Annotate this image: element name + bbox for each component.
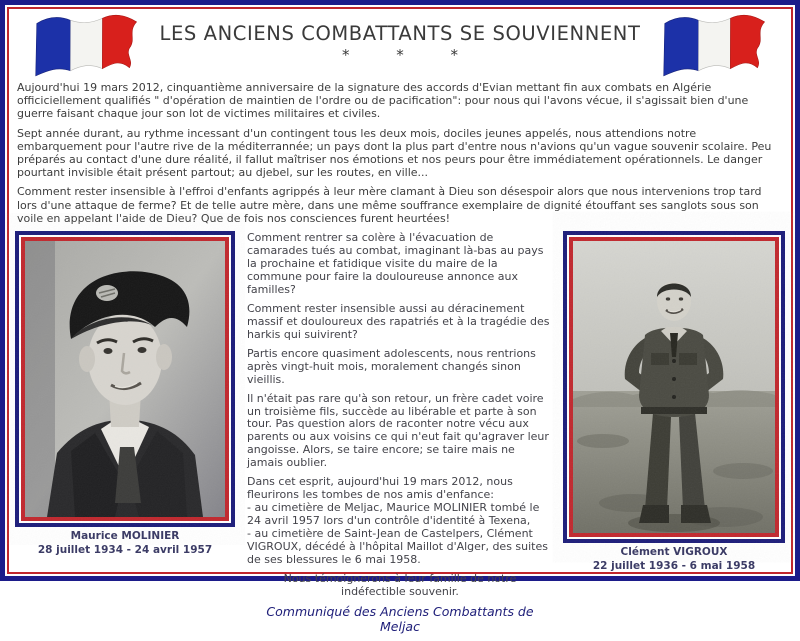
stars-separator: * * * bbox=[341, 46, 459, 64]
column-paragraph: Comment rentrer sa colère à l'évacuation de camarades tués au combat, imaginant là-bas au pays la prochaine et fatidique visite du maire de la commune pour faire la douloureuse annonce aux familles? bbox=[247, 230, 544, 296]
intro-paragraph: Sept année durant, au rythme incessant d'un contingent tous les deux mois, dociles jeunes appelés, nous attendions notre embarquement pour l'autre rive de la méditerrannée; un pays dont la plus part d'entre nous n'avions qu'un vague souvenir scolaire. Peu préparés au contact d'une dure réalité, il fallut maîtriser nos émotions et nos peurs pour être immédiatement opérationnels. Le danger pourtant invisible était présent partout; au djebel, sur les routes, en ville... bbox=[17, 126, 772, 180]
closing-statement: Nous témoignerons à leur famille de notre indéfectible souvenir. bbox=[283, 572, 517, 599]
photo-caption bbox=[15, 530, 235, 557]
photo-inner-frame bbox=[569, 237, 779, 537]
french-flag-icon bbox=[27, 14, 145, 76]
person-name: Clément VIGROUX bbox=[620, 545, 728, 558]
column-paragraph: Partis encore quasiment adolescents, nous rentrions après vingt-huit mois, moralement changés sinon vieillis. bbox=[247, 346, 536, 386]
column-paragraph: Il n'était pas rare qu'à son retour, un frère cadet voire un troisième fils, succède au libérable et parte à son tour. Pas question alors de raconter notre vécu aux parents ou aux voisins ce qui n'eut fait qu'agraver leur angoisse. Alors, se taire encore; se taire mais ne jamais oublier. bbox=[247, 391, 549, 470]
intro-paragraph: Aujourd'hui 19 mars 2012, cinquantième anniversaire de la signature des accords d'Evian mettant fin aux combats en Algérie officiciellement qualifiés " d'opération de maintien de l'ordre ou de pacification": pour nous qui l'avons vécue, il s'agissait bien d'une guerre faisant chaque jour son lot de victimes militaires et civiles. bbox=[17, 81, 749, 121]
person-dates: 22 juillet 1936 - 6 mai 1958 bbox=[592, 559, 756, 572]
figure-clement-vigroux bbox=[563, 231, 785, 641]
photo-caption bbox=[563, 546, 785, 573]
french-flag-icon bbox=[655, 14, 773, 76]
column-paragraph: Comment rester insensible aussi au déracinement massif et douloureux des rapatriés et à la tragédie des harkis qui suivirent? bbox=[247, 301, 550, 341]
person-dates: 28 juillet 1934 - 24 avril 1957 bbox=[37, 543, 213, 556]
person-name: Maurice MOLINIER bbox=[70, 529, 180, 542]
photo-frame bbox=[15, 231, 235, 527]
header bbox=[15, 9, 785, 81]
portrait-photo-maurice-molinier-icon bbox=[25, 241, 225, 517]
column-paragraph-graves-list: Dans cet esprit, aujourd'hui 19 mars 2012, nous fleurirons les tombes de nos amis d'enfance: - au cimetière de Meljac, Maurice MOLINIER tombé le 24 avril 1957 lors d'un contrôle d'identité à Texena, - au cimetière de Saint-Jean de Castelpers, Clément VIGROUX, décédé à l'hôpital Maillot d'Alger, des suites de ses blessures le 6 mai 1958. bbox=[247, 475, 548, 567]
center-text-column bbox=[241, 231, 557, 641]
photo-clement-vigroux-icon bbox=[573, 241, 775, 533]
figure-maurice-molinier bbox=[15, 231, 235, 641]
photo-frame bbox=[563, 231, 785, 543]
middle-section bbox=[15, 231, 785, 641]
intro-paragraph: Comment rester insensible à l'effroi d'enfants agrippés à leur mère clamant à Dieu son désespoir alors que nous intervenions trop tard lors d'une attaque de ferme? Et de telle autre mère, dans une même souffrance exemplaire de dignité étouffant ses sanglots sous son voile en appelant l'aide de Dieu? Que de fois nos consciences furent heurtées! bbox=[17, 185, 762, 225]
page-title: LES ANCIENS COMBATTANTS SE SOUVIENNENT bbox=[159, 22, 641, 45]
photo-inner-frame bbox=[21, 237, 229, 521]
page-frame bbox=[7, 7, 793, 634]
signature-line: Communiqué des Anciens Combattants de Meljac bbox=[266, 604, 534, 634]
intro-paragraphs bbox=[15, 81, 785, 231]
